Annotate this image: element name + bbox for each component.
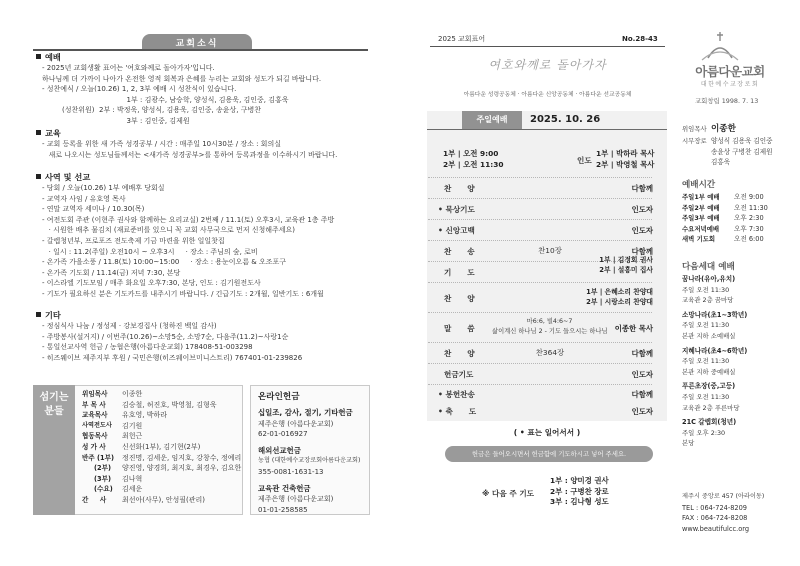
pastor-name: 이종한 [711, 124, 736, 134]
service-time: 1부 | 오전 9:00 [443, 149, 499, 158]
next-prayer-list [550, 476, 609, 508]
elders-line: 김홍욱 [711, 158, 731, 167]
next-gen-time: 주일 오전 11:30 [682, 285, 730, 294]
staff-row [82, 463, 241, 474]
news-line: · 시원한 배추 물김치 (재료준비를 있으니 꼭 교회 사무국으로 먼저 신청해주세요) [42, 226, 295, 235]
row-divider [428, 198, 652, 199]
next-gen-list [682, 274, 747, 449]
staff-role: 위임목사 [82, 390, 108, 398]
next-gen-dept: 지혜나라(초4~6학년) [682, 346, 748, 355]
staff-role: (수요) [94, 485, 113, 494]
staff-role: 부 목 사 [82, 400, 106, 409]
staff-row [82, 484, 241, 495]
worship-time-value: 오후 7:30 [734, 224, 764, 233]
next-gen-place: 본당 [682, 439, 695, 448]
news-line: - 통일선교사역 헌금 / 농협은행(아름다운교회) 178408-51-003298 [42, 343, 253, 352]
offering-type: 교육관 건축헌금 [258, 483, 311, 493]
service-leader: 1부 | 박하라 목사 [596, 149, 655, 158]
news-line: - 갈렙청년부, 프로포즈 전도축제 기금 마련을 위한 일일찻집 [42, 236, 225, 245]
next-gen-time: 주일 오후 2:30 [682, 428, 726, 437]
order-item-label: 찬 송 [444, 247, 475, 256]
worship-time-row [682, 213, 768, 224]
elders-label: 시무장로 [682, 137, 707, 145]
contact-info [682, 492, 764, 534]
header-rule [430, 46, 665, 47]
online-offering-list [258, 408, 360, 515]
next-gen-place: 교육관 2층 꿈마당 [682, 296, 734, 305]
slogan: 여호와께로 돌아가자 [488, 58, 607, 72]
service-time: 2부 | 오전 11:30 [443, 159, 504, 169]
elders-line: 양성식 김용욱 김인중 [711, 137, 773, 145]
news-line: (성찬위원) 2부 : 박정욱, 양성식, 김용욱, 김인중, 송윤상, 구병찬 [42, 106, 261, 115]
staff-row [82, 453, 241, 464]
news-banner-rule [33, 49, 368, 51]
order-item-label: 찬 양 [444, 294, 475, 303]
worship-times [682, 192, 768, 245]
staff-names: 신선화(1부), 김기현(2부) [122, 442, 201, 451]
staff-row [82, 495, 241, 506]
staff-names: 양진영, 양경희, 최지호, 최경우, 김요한 [122, 464, 242, 473]
news-line: 1부 : 김광수, 남승학, 양성식, 김용욱, 김인중, 김홍욱 [42, 95, 289, 104]
next-prayer-person: 2부 : 구병찬 장로 [550, 486, 609, 496]
row-divider [428, 312, 652, 313]
worship-time-value: 오전 6:00 [734, 235, 764, 244]
pastor-label: 위임목사 [682, 125, 707, 133]
offering-bank: 제주은행 (아름다운교회) [258, 495, 334, 504]
next-gen-dept: 꿈나라(유아,유치) [682, 275, 736, 283]
next-gen-place: 본관 지하 중예배실 [682, 367, 736, 376]
worship-time-name: 수요저녁예배 [682, 224, 720, 233]
next-gen-place: 본관 지하 소예배실 [682, 331, 736, 340]
news-line: - 당회 / 오늘(10.26) 1부 예배후 당회실 [42, 184, 165, 192]
offering-account: 01-01-258585 [258, 505, 308, 514]
order-item-label: 기 도 [444, 268, 475, 277]
order-item-person: 다함께 [631, 247, 653, 256]
order-item-person: 다함께 [631, 184, 653, 193]
church-goals: 아름다운 성령공동체 · 아름다운 신앙공동체 · 아름다운 선교공동체 [463, 92, 632, 98]
news-line: - 연말 교역자 세미나 / 10.30(목) [42, 205, 145, 214]
row-divider [428, 384, 652, 385]
square-bullet-icon [36, 174, 41, 179]
staff-heading [33, 391, 75, 419]
worship-time-row [682, 234, 768, 245]
order-item-person: 다함께 [631, 349, 653, 358]
next-gen-dept: 푸른초장(중,고등) [682, 382, 736, 391]
staff-row [82, 389, 241, 400]
order-item-person: 다함께 [631, 390, 653, 399]
news-line: - 온가족 가을소풍 / 11.8(토) 10:00~15:00 · 장소 : 용눈이오름 & 오조포구 [42, 258, 287, 267]
section-title-education: 교육 [36, 128, 61, 139]
worship-times-title: 예배시간 [682, 180, 716, 190]
church-logo-icon [700, 30, 740, 62]
service-leaders [596, 149, 654, 170]
etc-news [42, 321, 302, 363]
church-name: 아름다운교회 [695, 64, 765, 79]
worship-label-rule [427, 129, 667, 130]
row-divider [428, 240, 652, 241]
staff-role: (2부) [94, 464, 111, 473]
news-line: - 정심식사 나눔 / 정성제 · 강보경집사 (청하진 백일 감사) [42, 322, 217, 330]
offering-type: 십일조, 감사, 절기, 기타헌금 [258, 408, 353, 417]
staff-list [82, 389, 241, 506]
news-line: - 교회 등록을 위한 새 가족 성경공부 / 시간 : 매주일 10시30분 / 장소 : 회의실 [42, 140, 281, 148]
staff-role: 반주 (1부) [82, 453, 115, 462]
next-gen-time: 주일 오전 11:30 [682, 392, 730, 401]
worship-time-name: 주일3부 예배 [682, 214, 720, 223]
next-gen-time: 주일 오전 11:30 [682, 357, 730, 366]
staff-role: 성 가 사 [82, 442, 106, 451]
offering-type: 해외선교헌금 [258, 445, 301, 455]
worship-time-name: 새벽 기도회 [682, 235, 716, 244]
order-item-label: • 신앙고백 [438, 226, 475, 235]
staff-role: 간 사 [82, 495, 107, 504]
staff-names: 김승철, 허진호, 박영철, 김형욱 [122, 400, 217, 409]
row-divider [428, 282, 652, 283]
founded-date: 교회창립 1998. 7. 13 [695, 97, 759, 105]
fax: FAX : 064-724-8208 [682, 514, 748, 523]
order-item-label: • 봉헌찬송 [438, 390, 475, 399]
next-prayer-label: ※ 다음 주 기도 [482, 489, 534, 498]
staff-names: 최선아(사무), 안성필(관리) [122, 495, 205, 504]
staff-names: 김세운 [122, 485, 143, 494]
online-offering-title: 온라인헌금 [258, 392, 300, 402]
next-gen-dept: 소망나라(초1~3학년) [682, 310, 748, 319]
offering-bank: 제주은행 (아름다운교회) [258, 419, 334, 428]
worship-date: 2025. 10. 26 [530, 114, 601, 125]
worship-time-row [682, 224, 768, 235]
elders-list [711, 136, 773, 168]
offering-account: 355-0081-1631-13 [258, 467, 324, 476]
issue-number: No.28-43 [622, 35, 658, 43]
offering-guide: 헌금은 들어오시면서 헌금함에 기도하시고 넣어 주세요. [471, 450, 627, 458]
elders-line: 송윤상 구병찬 김제원 [711, 147, 773, 156]
order-item-person: 이종한 목사 [614, 324, 653, 333]
next-prayer-person: 3부 : 김나형 성도 [550, 497, 609, 507]
staff-row [82, 442, 241, 453]
church-denomination: 대한예수교장로회 [700, 81, 760, 88]
staff-row [82, 400, 241, 411]
staff-names: 김나혁 [122, 474, 143, 483]
order-item-person: 인도자 [631, 205, 653, 214]
news-line: - 교역자 사임 / 유호영 목사 [42, 194, 126, 203]
staff-role: 사역전도사 [82, 421, 112, 429]
worship-time-name: 주일1부 예배 [682, 193, 720, 201]
motto-label: 2025 교회표어 [438, 35, 486, 43]
staff-names: 최헌근 [122, 432, 143, 441]
order-item-label: 헌금기도 [444, 370, 474, 379]
square-bullet-icon [36, 54, 41, 59]
row-divider [428, 363, 652, 364]
worship-time-name: 주일2부 예배 [682, 203, 720, 212]
news-line: - 성찬예식 / 오늘(10.26) 1, 2, 3부 예배 시 성찬식이 있습니다. [42, 85, 237, 94]
worship-label: 주일예배 [476, 115, 508, 124]
news-line: - 이스라엘 기도모임 / 매주 화요일 오후7:30, 본당, 인도 : 김기원전도사 [42, 279, 261, 288]
staff-role: 협동목사 [82, 432, 108, 441]
staff-row [82, 410, 241, 421]
news-line: · 일시 : 11.2(주일) 오전10시 ~ 오후3시 · 장소 : 주님의 숲, 로비 [42, 247, 258, 256]
row-divider [428, 177, 652, 178]
standing-note: ( • 표는 일어서서 ) [513, 428, 581, 437]
worship-time-value: 오전 9:00 [734, 193, 764, 201]
staff-heading-line: 분들 [44, 406, 64, 417]
section-title-worship: 예배 [36, 52, 61, 63]
service-leader: 2부 | 박영철 목사 [596, 159, 655, 169]
section-title-etc: 기타 [36, 310, 61, 321]
square-bullet-icon [36, 130, 41, 135]
offering-bank: 농협 (대한예수교장로회아름다운교회) [258, 457, 361, 465]
worship-time-value: 오전 11:30 [734, 203, 768, 212]
news-line: 하나님께 더 가까이 나아가 온전한 영적 회복과 은혜를 누리는 교회와 성도가 되길 바랍니다. [42, 74, 322, 83]
next-gen-time: 주일 오전 11:30 [682, 321, 730, 330]
order-item-person: 1부 | 김정회 권사 2부 | 설흥미 집사 [599, 256, 653, 274]
offering-account: 62-01-016927 [258, 430, 308, 439]
staff-heading-line: 섬기는 [39, 392, 69, 403]
order-item-label: • 묵상기도 [438, 205, 475, 214]
news-line: - 주방봉사(설거지) / 이번주(10.26)~소망5순, 소망7순, 다음주(11.2)~사랑1순 [42, 332, 289, 341]
order-item-person: 인도자 [631, 407, 653, 416]
row-divider [428, 219, 652, 220]
order-item-detail: 찬364장 [535, 348, 565, 357]
order-item-label: • 축 도 [438, 407, 477, 416]
section-title-mission: 사역 및 선교 [36, 172, 90, 183]
news-line: - 온가족 기도회 / 11.14(금) 저녁 7:30, 본당 [42, 268, 181, 277]
website-link[interactable]: www.beautifulcc.org [682, 524, 750, 533]
order-item-person: 인도자 [631, 370, 653, 379]
service-times [443, 149, 504, 170]
order-item-detail: 찬10장 [538, 246, 562, 255]
order-item-person: 1부 | 은혜소리 찬양대 2부 | 시랑소리 찬양대 [586, 288, 653, 306]
row-divider [428, 342, 652, 343]
staff-role: (3부) [94, 474, 111, 483]
worship-time-value: 오후 2:30 [734, 214, 764, 223]
next-gen-place: 교육관 2층 푸른마당 [682, 403, 740, 412]
mission-news [42, 183, 334, 300]
staff-names: 김기원 [122, 421, 143, 430]
news-line: 새로 나오시는 성도님들께서는 <새가족 성경공부>를 통하여 등록과정을 이수하시기 바랍니다. [42, 150, 338, 159]
next-prayer-person: 1부 : 양미경 권사 [550, 476, 609, 485]
staff-role: 교육목사 [82, 411, 108, 420]
order-item-label: 찬 양 [444, 349, 475, 358]
staff-row [82, 431, 241, 442]
news-line: - 2025년 교회생활 표어는 '여호와께로 돌아가자'입니다. [42, 64, 215, 72]
staff-row [82, 474, 241, 485]
staff-names: 이종한 [122, 390, 143, 398]
education-news [42, 139, 337, 160]
leader-label: 인도 [577, 156, 592, 165]
news-line: 3부 : 김인중, 김제원 [42, 116, 190, 125]
next-gen-dept: 21C 갈렙회(청년) [682, 418, 737, 427]
news-line: - 여전도회 주관 (이현주 권사와 함께하는 요리교실) 2번째 / 11.1(토) 오후3시, 교육관 1층 주방 [42, 215, 335, 224]
next-gen-title: 다음세대 예배 [682, 262, 735, 272]
order-item-label: 말 씀 [444, 324, 475, 333]
staff-names: 유호영, 박하라 [122, 411, 168, 420]
worship-time-row [682, 203, 768, 214]
staff-row [82, 421, 241, 432]
order-item-label: 찬 양 [444, 184, 475, 193]
staff-names: 정진명, 김세운, 임지호, 강창수, 정예리 [122, 453, 242, 462]
news-line: - 기도가 필요하신 분은 기도카드를 내주시기 바랍니다. / 긴급기도 : 2개월, 일반기도 : 6개월 [42, 289, 324, 298]
worship-news [42, 63, 321, 127]
address: 제주시 중앙로 457 (아라이동) [682, 493, 765, 500]
square-bullet-icon [36, 312, 41, 317]
news-title: 교회소식 [175, 39, 219, 49]
phone: TEL : 064-724-8209 [682, 503, 747, 512]
news-line: - 히즈웨이브 제주지부 후원 / 국민은행(히즈웨이브미니스트리) 767401-01-239826 [42, 353, 303, 362]
order-item-detail: 마6:6, 빌4:6~7 삶이계신 하나님 2 - 기도 들으시는 하나님 [492, 318, 608, 335]
order-item-person: 인도자 [631, 226, 653, 235]
worship-time-row [682, 192, 768, 203]
